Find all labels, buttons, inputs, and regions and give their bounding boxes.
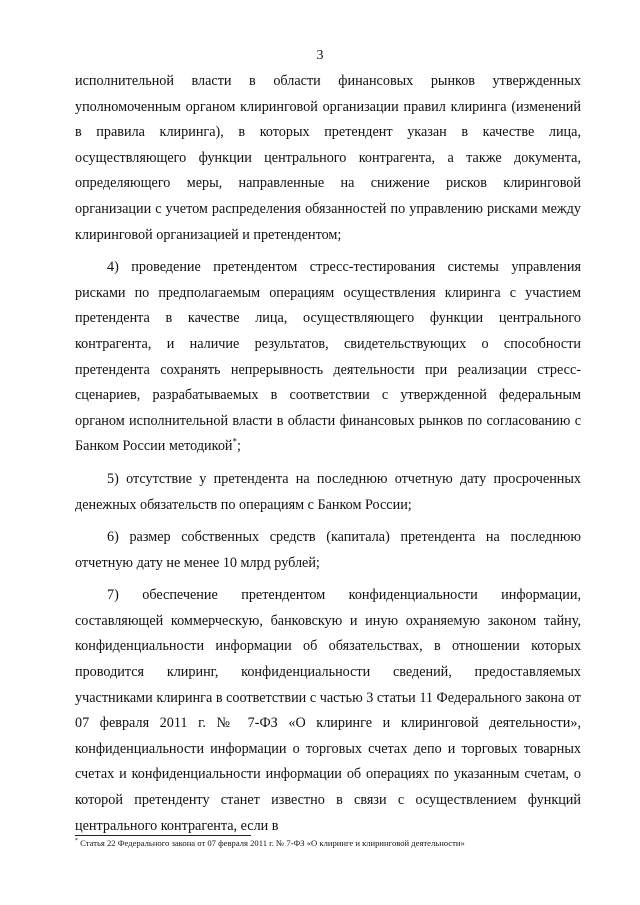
footnote-reference[interactable]: * — [232, 436, 238, 447]
page-number: 3 — [316, 48, 324, 63]
paragraph-text: 7) обеспечение претендентом конфиденциальности информации, составляющей коммерческую, банковскую и иную охраняемую законом тайну, конфиденциальности информации об обязательствах, в отношении которых проводится клиринг, конфиденциальности сведений, предоставляемых участниками клиринга в соответствии с частью 3 статьи 11 Федерального закона от 07 февраля 2011 г. № 7-ФЗ «О клиринге и клиринговой деятельности», конфиденциальности информации о торговых счетах депо и торговых товарных счетах и конфиденциальности информации об операциях по указанным счетам, о которой претенденту станет известно в связи с осуществлением функций центрального контрагента, если в — [75, 587, 581, 834]
paragraph-text: 5) отсутствие у претендента на последнюю отчетную дату просроченных денежных обязательств по операциям с Банком России; — [75, 470, 581, 513]
footnote-marker: * — [75, 838, 78, 845]
paragraph-item-5 — [75, 467, 581, 518]
paragraph-item-7 — [75, 583, 581, 839]
paragraph-tail: ; — [237, 438, 241, 455]
paragraph-continuation — [75, 69, 581, 248]
paragraph-text: 6) размер собственных средств (капитала) претендента на последнюю отчетную дату не менее 10 млрд рублей; — [75, 529, 581, 571]
footnote-divider — [75, 835, 251, 836]
footnote — [75, 838, 595, 849]
paragraph-item-4 — [75, 255, 581, 460]
paragraph-item-6 — [75, 525, 581, 576]
paragraph-text: 4) проведение претендентом стресс-тестирования системы управления рисками по предполагаемым операциям осуществления клиринга с участием претендента в качестве лица, осуществляющего функции центрального контрагента, и наличие результатов, свидетельствующих о способности претендента сохранять непрерывность деятельности при реализации стресс-сценариев, разрабатываемых в соответствии с утвержденной федеральным органом исполнительной власти в области финансовых рынков по согласованию с Банком России методикой — [75, 259, 581, 455]
paragraph-text: исполнительной власти в области финансовых рынков утвержденных уполномоченным органом клиринговой организации правил клиринга (изменений в правила клиринга), в которых претендент указан в качестве лица, осуществляющего функции центрального контрагента, а также документа, определяющего меры, направленные на снижение рисков клиринговой организации с учетом распределения обязанностей по управлению рисками между клиринговой организацией и претендентом; — [75, 73, 581, 243]
footnote-text: Статья 22 Федерального закона от 07 февраля 2011 г. № 7-ФЗ «О клиринге и клиринговой деятельности» — [80, 838, 465, 848]
body-text — [75, 69, 581, 846]
